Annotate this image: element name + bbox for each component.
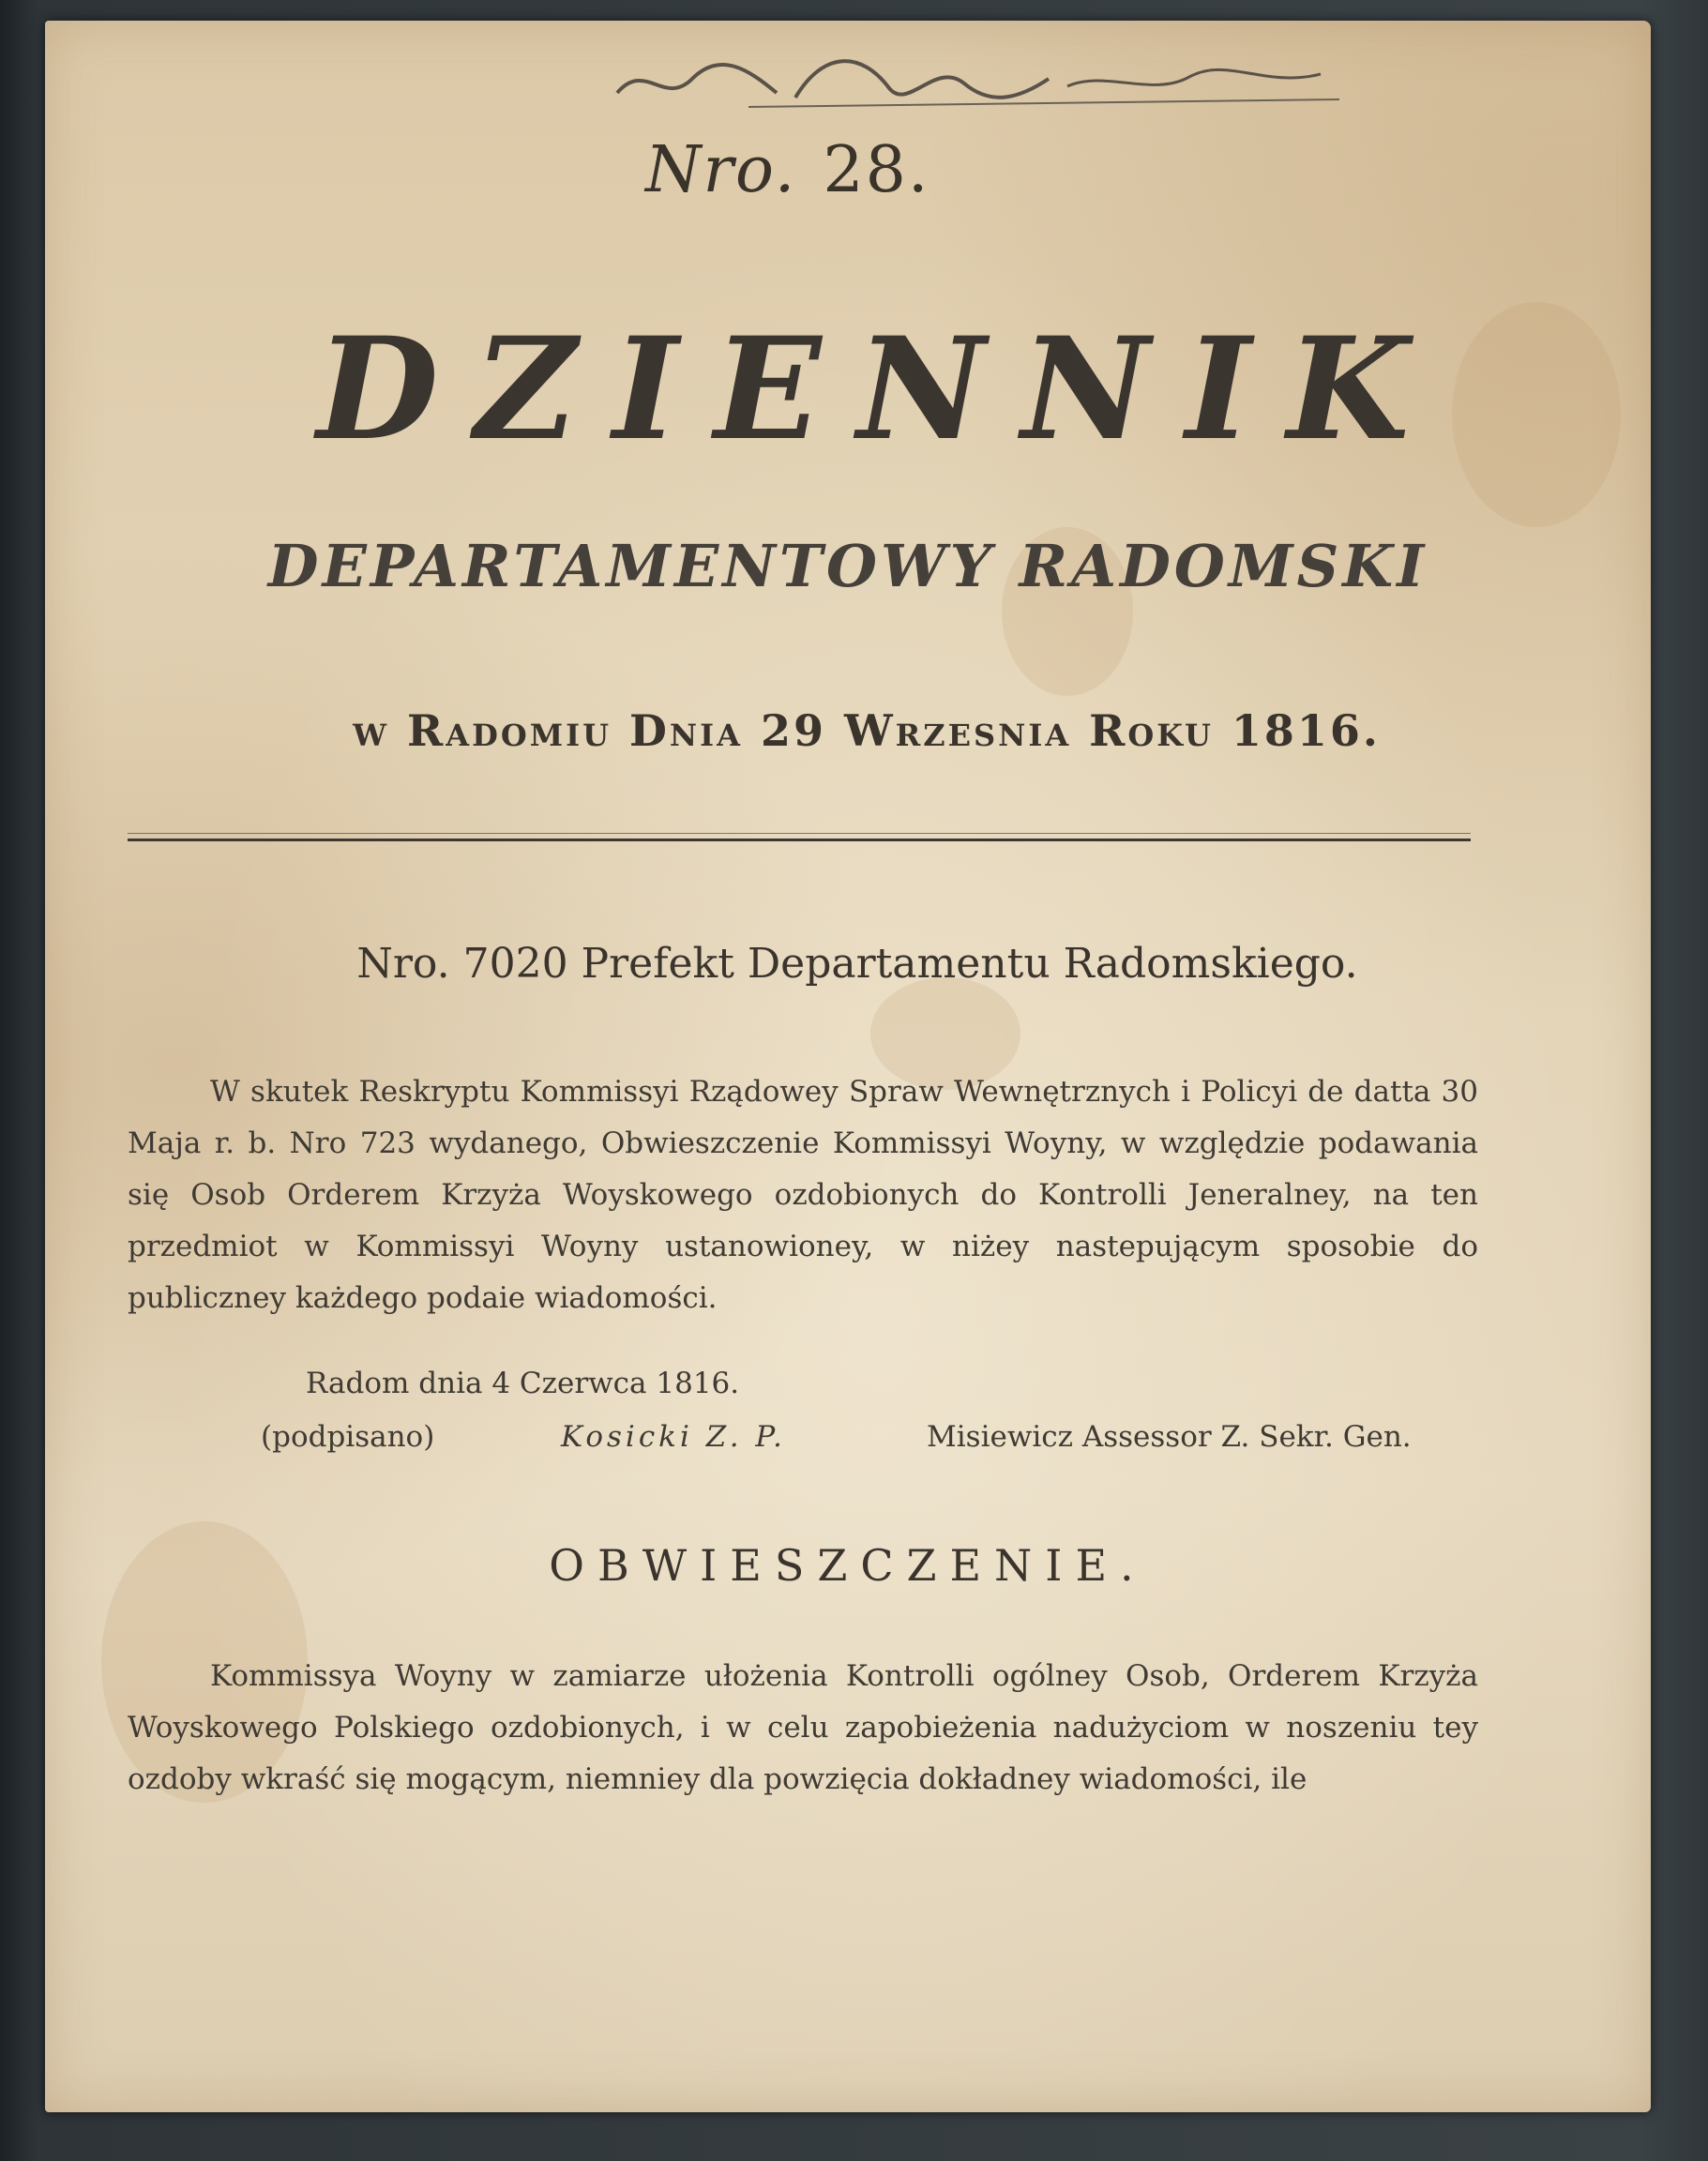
signed-label: (podpisano) (261, 1420, 435, 1454)
issue-label: Nro. (645, 133, 797, 207)
newspaper-subtitle: DEPARTAMENTOWY RADOMSKI (267, 532, 1428, 600)
signatory-secretary: Misiewicz Assessor Z. Sekr. Gen. (927, 1420, 1412, 1454)
notice-heading: Nro. 7020 Prefekt Departamentu Radomskiego. (356, 940, 1358, 988)
notice-paragraph: W skutek Reskryptu Kommissyi Rządowey Spraw Wewnętrznych i Policyi de datta 30 Maja r. b. Nro 723 wydanego, Obwieszczenie Kommissyi Woyny, w względzie podawania się Osob Orderem Krzyża Woyskowego ozdobionych do Kontrolli Jeneralney, na ten przedmiot w Kommissyi Woyny ustanowioney, w niżey nastepującym sposobie do publiczney każdego podaie wiadomości. (128, 1075, 1478, 1315)
signatory-prefect: Kosicki Z. P. (561, 1420, 786, 1454)
handwritten-annotation (608, 41, 1377, 126)
header-divider-thin (128, 833, 1471, 834)
issue-value: 28. (823, 133, 930, 207)
notice-place-date: Radom dnia 4 Czerwca 1816. (306, 1367, 740, 1400)
issue-dateline: w Radomiu Dnia 29 Wrzesnia Roku 1816. (353, 705, 1381, 756)
newspaper-title: DZIENNIK (316, 307, 1445, 472)
announcement-paragraph: Kommissya Woyny w zamiarze ułożenia Kontrolli ogólney Osob, Orderem Krzyża Woyskowego Polskiego ozdobionych, i w celu zapobieżenia nadużyciom w noszeniu tey ozdoby wkraść się mogącym, niemniey dla powzięcia dokładney wiadomości, ile (128, 1659, 1478, 1796)
header-divider (128, 839, 1471, 841)
document-page (45, 21, 1651, 2112)
announcement-title: OBWIESZCZENIE. (549, 1540, 1147, 1591)
issue-number (45, 133, 1651, 207)
